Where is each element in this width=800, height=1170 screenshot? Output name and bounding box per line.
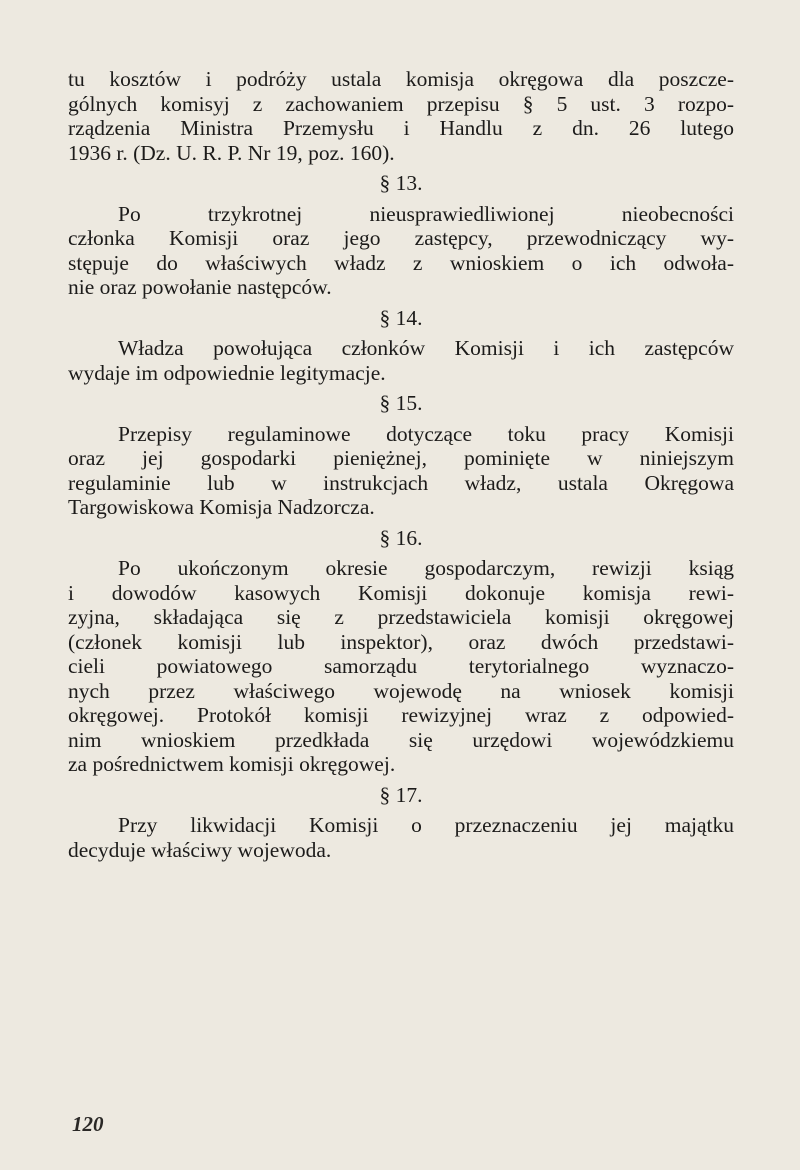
text-line: rządzenia Ministra Przemysłu i Handlu z dn. 26 lutego (68, 116, 734, 140)
section-heading-14: § 14. (379, 305, 423, 330)
section-heading-15: § 15. (379, 391, 423, 415)
text-line: i dowodów kasowych Komisji dokonuje komisja rewi- (68, 580, 734, 605)
section-heading-17: § 17. (379, 782, 423, 807)
paragraph-15 (68, 422, 734, 520)
text-line: tu kosztów i podróży ustala komisja okręgowa dla poszcze- (68, 67, 734, 91)
text-line: Po trzykrotnej nieusprawiedliwionej nieobecności (118, 201, 734, 226)
text-line: Władza powołująca członków Komisji i ich zastępców (118, 336, 734, 360)
text-line: okręgowej. Protokół komisji rewizyjnej wraz z odpowied- (68, 703, 734, 727)
section-heading-13: § 13. (379, 171, 423, 195)
text-line: (członek komisji lub inspektor), oraz dwóch przedstawi- (68, 629, 734, 654)
text-line: gólnych komisyj z zachowaniem przepisu § 5 ust. 3 rozpo- (68, 91, 734, 116)
text-line: 1936 r. (Dz. U. R. P. Nr 19, poz. 160). (68, 140, 395, 165)
paragraph-13 (68, 202, 734, 300)
text-line: nim wnioskiem przedkłada się urzędowi wojewódzkiemu (68, 727, 734, 752)
page-number: 120 (72, 1112, 104, 1136)
text-line: nych przez właściwego wojewodę na wniosek komisji (68, 678, 734, 703)
text-line: decyduje właściwy wojewoda. (68, 837, 332, 862)
paragraph-intro (68, 67, 734, 165)
text-line: stępuje do właściwych władz z wnioskiem o ich odwoła- (68, 250, 734, 275)
text-line: cieli powiatowego samorządu terytorialnego wyznaczo- (68, 654, 734, 678)
section-heading-16: § 16. (379, 525, 423, 550)
text-line: nie oraz powołanie następców. (68, 275, 332, 299)
paragraph-16 (68, 556, 734, 777)
text-line: za pośrednictwem komisji okręgowej. (68, 752, 396, 776)
paragraph-17 (68, 813, 734, 862)
text-line: członka Komisji oraz jego zastępcy, przewodniczący wy- (68, 226, 734, 250)
text-line: wydaje im odpowiednie legitymacje. (68, 360, 386, 385)
text-line: regulaminie lub w instrukcjach władz, ustala Okręgowa (68, 470, 734, 495)
paragraph-14 (68, 336, 734, 385)
text-line: Przy likwidacji Komisji o przeznaczeniu jej majątku (118, 813, 734, 837)
text-line: Targowiskowa Komisja Nadzorcza. (68, 495, 375, 519)
text-line: Po ukończonym okresie gospodarczym, rewizji ksiąg (118, 556, 734, 580)
book-page-text (68, 67, 734, 862)
text-line: oraz jej gospodarki pieniężnej, pominięte w niniejszym (68, 446, 734, 470)
text-line: Przepisy regulaminowe dotyczące toku pracy Komisji (118, 421, 734, 446)
text-line: zyjna, składająca się z przedstawiciela komisji okręgowej (68, 605, 734, 629)
